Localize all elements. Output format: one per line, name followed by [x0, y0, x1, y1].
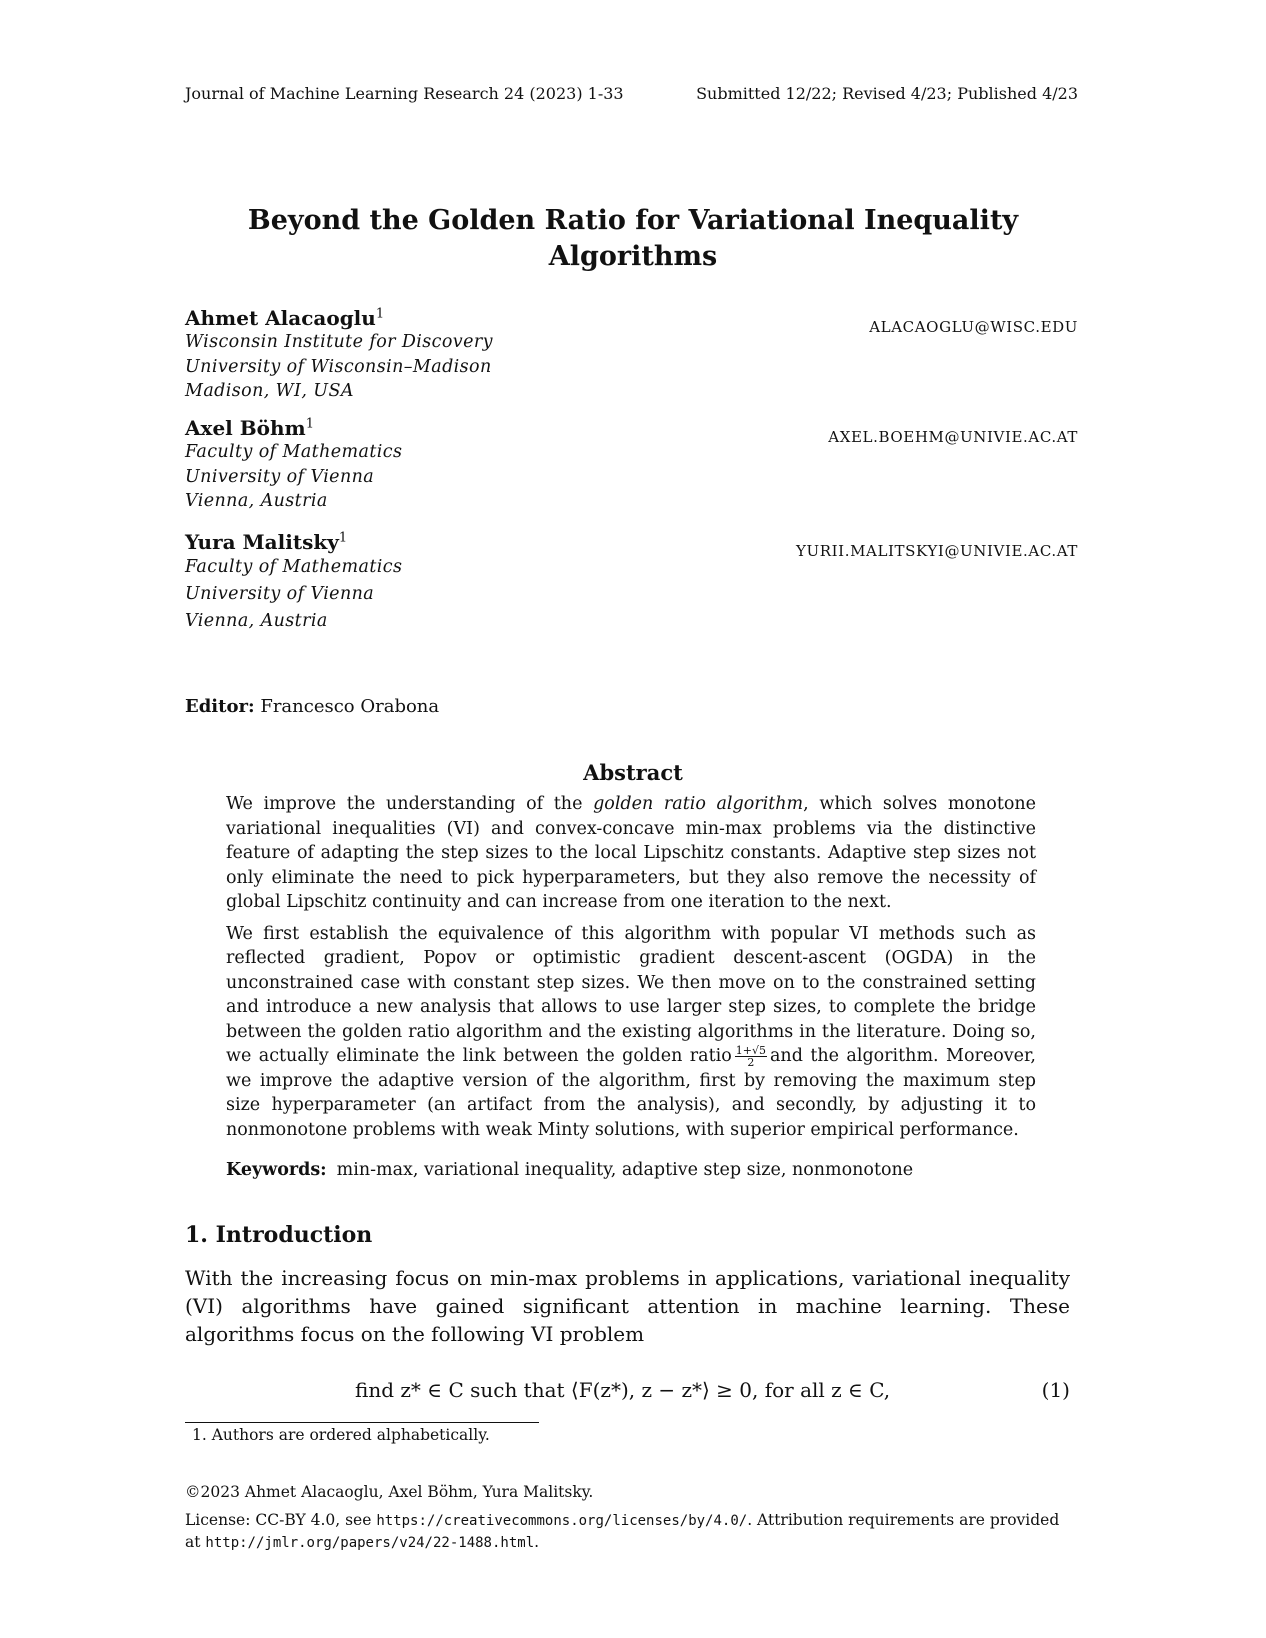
journal-header: Journal of Machine Learning Research 24 (2023) 1-33 [185, 84, 624, 103]
author-name: Ahmet Alacaoglu$^1$ [185, 306, 385, 330]
license-link[interactable]: https://creativecommons.org/licenses/by/4.0/ [376, 1513, 748, 1529]
equation: find z* ∈ C such that ⟨F(z*), z − z*⟩ ≥ 0, for all z ∈ C, [355, 1378, 891, 1402]
abstract-heading: Abstract [583, 760, 683, 785]
equation-number: (1) [1041, 1378, 1070, 1402]
author-block [185, 416, 402, 514]
author-block [185, 306, 493, 404]
title-line-1: Beyond the Golden Ratio for Variational Inequality [247, 205, 1019, 236]
copyright: ©2023 Ahmet Alacaoglu, Axel Böhm, Yura Malitsky. [185, 1483, 594, 1501]
golden-ratio-fraction: $\frac{1+√5}{2}$ [735, 1044, 766, 1069]
abstract-paragraph: We improve the understanding of the golden ratio algorithm, which solves monotone variational inequalities (VI) and convex-concave min-max problems via the distinctive feature of adapting the step sizes to the local Lipschitz constants. Adaptive step sizes not only eliminate the need to pick hyperparameters, but they also remove the necessity of global Lipschitz continuity and can increase from one iteration to the next. [226, 794, 1037, 912]
license: License: CC-BY 4.0, see https://creativecommons.org/licenses/by/4.0/. Attribution requirements are provided at http://jmlr.org/papers/v24/22-1488.html. [185, 1511, 1060, 1551]
title-line-2: Algorithms [548, 241, 718, 272]
author-affiliation: Faculty of Mathematics University of Vienna Vienna, Austria [185, 442, 403, 511]
author-affiliation: Wisconsin Institute for Discovery University of Wisconsin–Madison Madison, WI, USA [185, 332, 493, 401]
abstract-paragraph: We first establish the equivalence of this algorithm with popular VI methods such as reflected gradient, Popov or optimistic gradient descent-ascent (OGDA) in the unconstrained case with constant step sizes. We then move on to the constrained setting and introduce a new analysis that allows to use larger step sizes, to complete the bridge between the golden ratio algorithm and the existing algorithms in the literature. Doing so, we actually eliminate the link between the golden ratio $\frac{1+√5}{2}$ and the algorithm. Moreover, we improve the adaptive version of the algorithm, first by removing the maximum step size hyperparameter (an artifact from the analysis), and secondly, by adjusting it to nonmonotone problems with weak Minty solutions, with superior empirical performance. [226, 923, 1036, 1140]
paper-title [150, 203, 1116, 275]
author-block [185, 530, 402, 635]
author-name: Yura Malitsky$^1$ [185, 530, 348, 554]
author-name: Axel Böhm$^1$ [185, 416, 314, 440]
footnote-rule [185, 1422, 539, 1423]
footnote-mark: 1 [338, 530, 348, 546]
intro-paragraph: With the increasing focus on min-max problems in applications, variational inequality (VI) algorithms have gained significant attention in machine learning. These algorithms focus on the following VI problem [185, 1266, 1070, 1346]
footnote: 1. Authors are ordered alphabetically. [192, 1426, 490, 1444]
editor-line: Editor: Francesco Orabona [185, 696, 440, 717]
abstract-body [226, 792, 1036, 1149]
author-email[interactable]: AXEL.BOEHM@UNIVIE.AC.AT [828, 428, 1078, 446]
footnote-mark: 1 [305, 416, 314, 432]
submission-dates: Submitted 12/22; Revised 4/23; Published 4/23 [696, 84, 1078, 103]
author-email[interactable]: ALACAOGLU@WISC.EDU [869, 318, 1078, 336]
keywords: Keywords: min-max, variational inequality, adaptive step size, nonmonotone [226, 1160, 914, 1180]
author-email[interactable]: YURII.MALITSKYI@UNIVIE.AC.AT [796, 542, 1078, 560]
author-affiliation: Faculty of Mathematics University of Vienna Vienna, Austria [185, 557, 403, 631]
footnote-mark: 1 [375, 306, 385, 322]
paper-link[interactable]: http://jmlr.org/papers/v24/22-1488.html [205, 1535, 535, 1551]
section-heading: 1. Introduction [185, 1222, 373, 1248]
